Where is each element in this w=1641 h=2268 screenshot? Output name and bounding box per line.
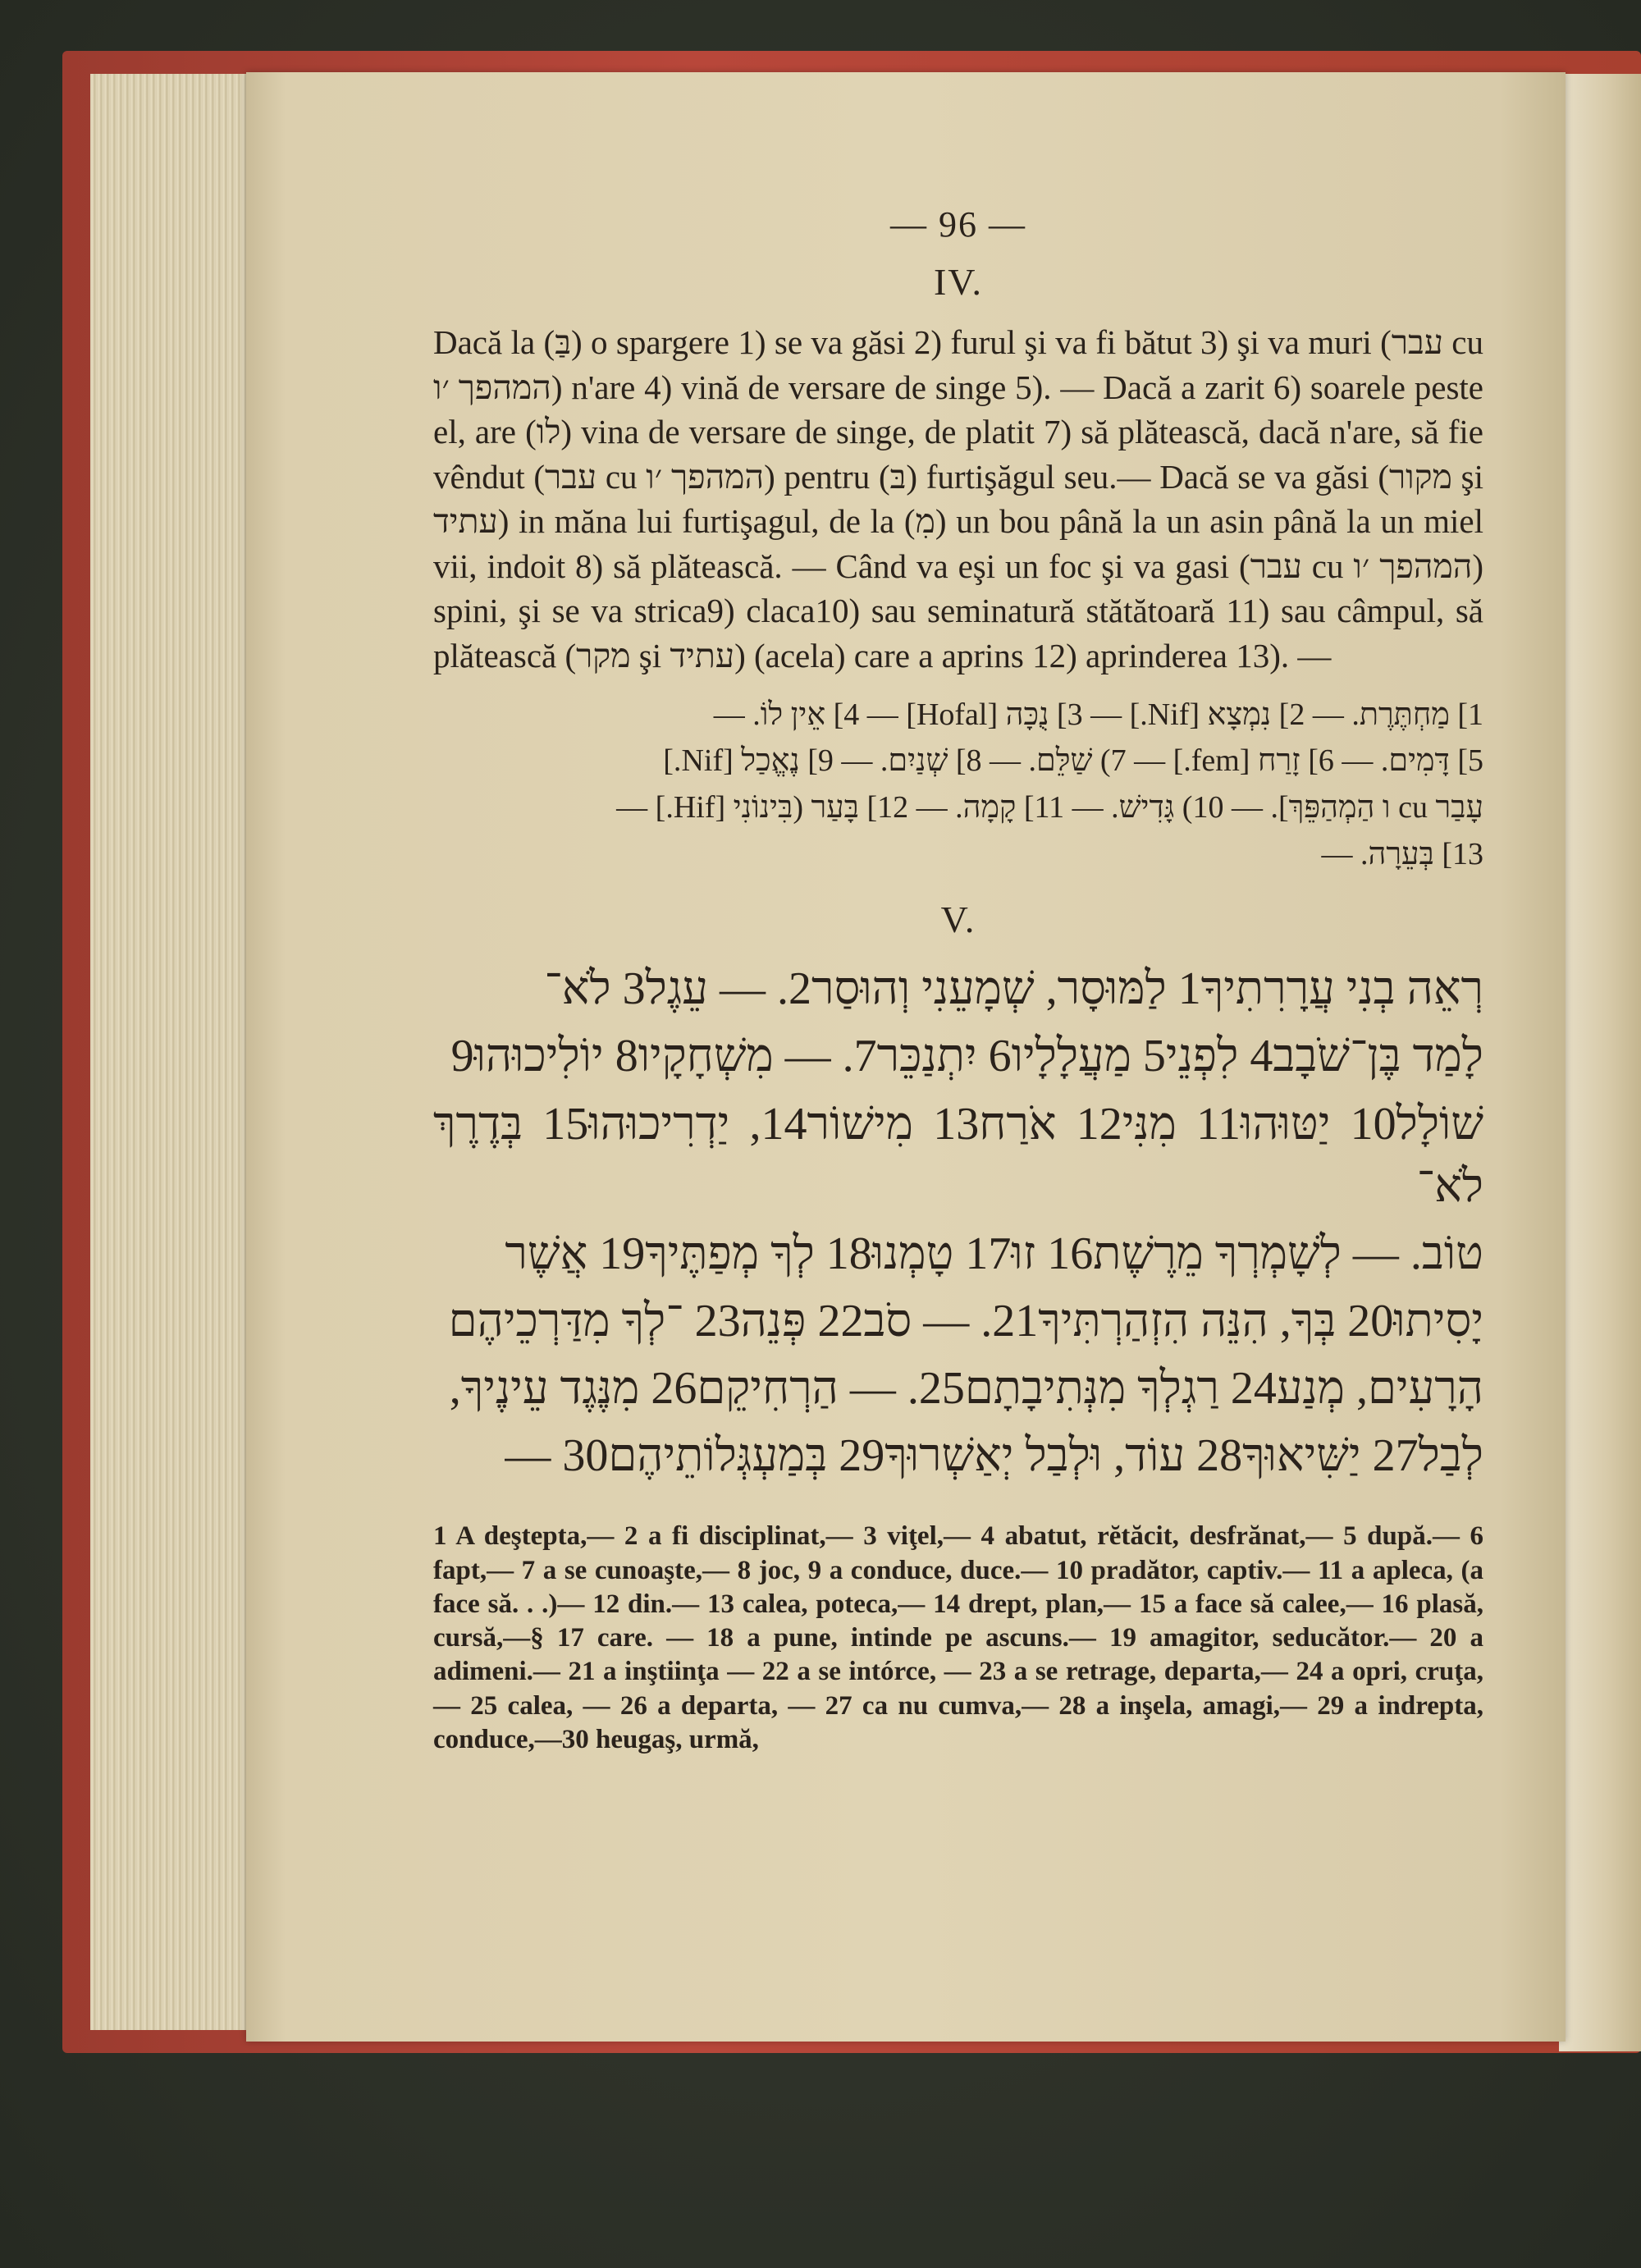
hebrew-line: שׁוֹלָל10 יַטּוּהוּ11 מִנִּי12 אֹרַח13 מִישׁוֹר14, יַדְרִיכוּהוּ15 בְּדֶרֶךְ לֹא־ bbox=[433, 1098, 1484, 1212]
glossary-line: עָבַר cu ו הַמְהַפֵּךְ]. — 10) גָּדִישׁ. — 11] קָמָה. — 12] בָּעַר (בִּינוֹנִי [Hif.] — bbox=[616, 790, 1483, 825]
book-page bbox=[246, 72, 1566, 2042]
hebrew-line: לָמַד בֶּן־שֹׁבָב4 לִפְנֵי5 מַעֲלָלָיו6 יִתְנַכֵּר7. — מִשְׁחָקָיו8 יוֹלִיכוּהוּ9 bbox=[450, 1031, 1483, 1082]
section-v-title: V. bbox=[940, 899, 976, 941]
footnotes: 1 A deştepta,— 2 a fi disciplinat,— 3 viţel,— 4 abatut, rĕtăcit, desfrănat,— 5 după.— 6 fapt,— 7 a se cunoaşte,— 8 joc, 9 a conduce, duce.— 10 pradător, captiv.— 11 a apleca, (a face să. . .)— 12 din.— 13 calea, poteca,— 14 drept, plan,— 15 a face să calee,— 16 plasă, cursă,—§ 17 care. — 18 a pune, intinde pe ascuns.— 19 amagitor, seducător.— 20 a adimeni.— 21 a inştiinţa — 22 a se intórce, — 23 a se retrage, departa,— 24 a opri, cruţa,— 25 calea, — 26 a departa, — 27 ca nu cumva,— 28 a inşela, amagi,— 29 a indrepta, conduce,—30 heugaş, urmă, bbox=[433, 1521, 1483, 1754]
glossary-line: 1] מַחְתֶּרֶת. — 2] נִמְצָא [Nif.] — 3] נֻכָּה [Hofal] — 4] אֵין לוֹ. — bbox=[713, 697, 1483, 733]
hebrew-line: רְאֵה בְנִי עֲרָרִתִיךָ1 לַמּוּסָר, שְׁמָעֵנִי וְהוּסַר2. — עֵגֶל3 לֹא־ bbox=[544, 963, 1483, 1015]
page-text bbox=[433, 203, 1483, 1757]
hebrew-line: יָסִיתוּ20 בְּךָ, הִנֵּה הִזְהַרְתִּיךָ21. — סֹב22 פְּנֵה23 ־לְךָ מִדַּרְכֵיהֶם bbox=[448, 1296, 1483, 1347]
page-number: — 96 — bbox=[890, 204, 1026, 245]
page-stack-edges bbox=[90, 74, 254, 2030]
hebrew-line: לְבַל27 יַשִּׁיאוּךָ28 עוֹד, וּלְבַל יְאַשְׁרוּךָ29 בְּמַעְגְּלוֹתֵיהֶם30 — bbox=[505, 1430, 1483, 1482]
section-iv-title: IV. bbox=[933, 261, 984, 303]
glossary-line: 13] בְּעֵרָה. — bbox=[1321, 837, 1483, 872]
romanian-paragraph: Dacă la (בַּ) o spargere 1) se va găsi 2) furul şi va fi bătut 3) şi va muri (עבר cu המהפך ׳ו) n'are 4) vină de versare de singe 5). — Dacă a zarit 6) soarele peste el, are (לו) vina de versare de singe, de platit 7) să plătească, dacă n'are, să fie vêndut (עבר cu המהפך ׳ו) pentru (בּ) furtişăgul seu.— Dacă se va găsi (מקור şi עתיד) in măna lui furtişagul, de la (מִ) un bou până la un asin până la un miel vii, indoit 8) să plătească. — Când va eşi un foc şi va gasi (עבר cu המהפך ׳ו) spini, şi se va strica9) claca10) sau seminatură stătătoară 11) sau câmpul, să plătească (מקר şi עתיד) (acela) care a aprins 12) aprinderea 13). — bbox=[433, 323, 1484, 674]
hebrew-line: הָרָעִים, מְנַע24 רַגְלְךָ מִנְּתִיבָתָם25. — הַרְחִיקֵם26 מִנֶּגֶד עֵינֶיךָ, bbox=[449, 1363, 1483, 1415]
glossary-line: 5] דָּמִים. — 6] זָרַח [fem.] — 7) שַׁלֵּם. — 8] שְׁנַיִם. — 9] נֶאֱכַל [Nif.] bbox=[663, 743, 1483, 779]
facing-page-edge bbox=[1559, 74, 1641, 2051]
hebrew-line: טוֹב. — לְשָׁמְרְךָ מֵרֶשֶׁת16 זוּ17 טָמְנוּ18 לְךָ מְפַתֶּיךָ19 אֲשֶׁר bbox=[505, 1228, 1483, 1279]
